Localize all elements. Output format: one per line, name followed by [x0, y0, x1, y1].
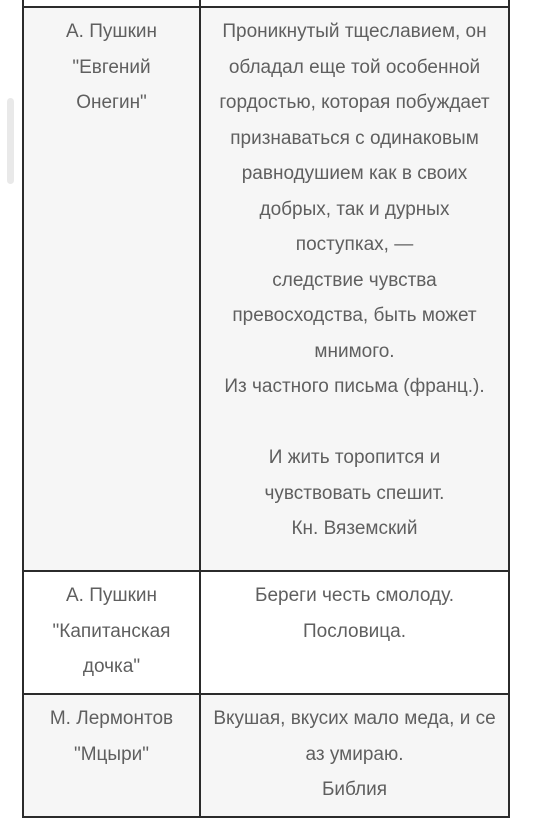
table-row	[24, 695, 508, 818]
author-cell	[24, 8, 201, 570]
scrollbar-thumb[interactable]	[7, 98, 14, 184]
author-cell	[24, 572, 201, 693]
epigraph-cell	[201, 0, 508, 6]
epigraph-line: признаваться с одинаковым	[230, 127, 479, 149]
epigraph-line: аз умираю.	[305, 743, 404, 765]
epigraph-line: Библия	[321, 779, 388, 800]
epigraph-line: Проникнутый тщеславием, он	[222, 21, 487, 42]
author-cell	[24, 695, 201, 816]
epigraph-cell	[201, 8, 508, 570]
epigraph-line: обладал еще той особенной	[228, 56, 481, 78]
author-line: А. Пушкин	[65, 585, 158, 606]
table-row-partial	[24, 0, 508, 8]
author-cell	[24, 0, 201, 6]
epigraph-spacer	[211, 405, 498, 441]
epigraph-line: чувствовать спешит.	[264, 482, 445, 504]
epigraph-line: добрых, так и дурных	[259, 198, 450, 220]
epigraph-line: мнимого.	[314, 340, 395, 362]
epigraph-line: Береги честь смолоду.	[255, 585, 454, 606]
author-line: дочка"	[82, 656, 141, 677]
epigraph-line: превосходства, быть может	[232, 305, 477, 326]
author-line: Онегин"	[76, 92, 147, 113]
author-line: "Мцыри"	[73, 743, 150, 765]
epigraph-line: следствие чувства	[272, 269, 437, 291]
epigraph-line: И жить торопится и	[268, 447, 441, 468]
epigraph-line: Пословица.	[302, 620, 407, 642]
epigraph-line: гордостью, которая побуждает	[219, 92, 490, 113]
epigraph-line: Кн. Вяземский	[291, 518, 418, 539]
author-line: "Евгений	[72, 56, 151, 78]
epigraph-cell	[201, 572, 508, 693]
epigraph-line: Из частного письма (франц.).	[224, 376, 485, 397]
epigraph-table	[22, 0, 510, 818]
author-line: А. Пушкин	[65, 21, 158, 42]
table-row	[24, 8, 508, 572]
epigraph-line: поступках, —	[295, 234, 414, 255]
epigraph-line: равнодушием как в своих	[241, 163, 468, 184]
epigraph-line: Вкушая, вкусих мало меда, и се	[213, 708, 496, 729]
epigraph-cell	[201, 695, 508, 816]
author-line: М. Лермонтов	[49, 708, 174, 729]
table-row	[24, 572, 508, 695]
author-line: "Капитанская	[52, 620, 171, 642]
